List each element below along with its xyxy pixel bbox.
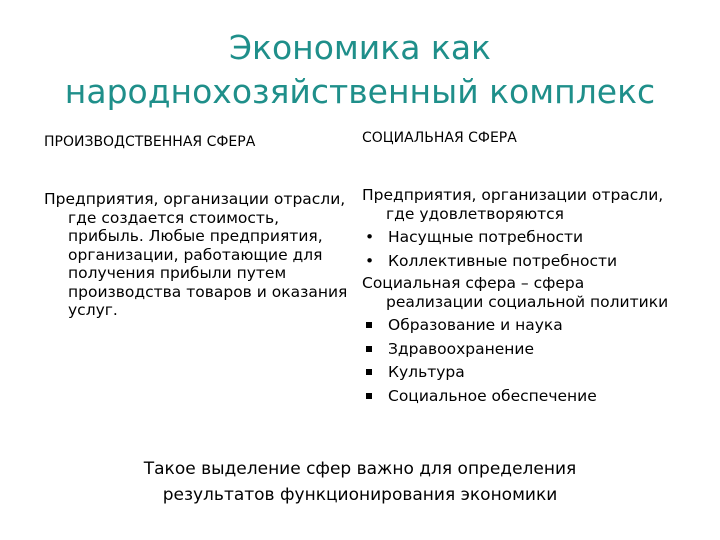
needs-item-label: Насущные потребности [388,228,584,246]
social-area-label: Культура [388,363,465,381]
social-area-item [362,387,682,406]
social-sphere-column [362,132,682,405]
slide-title [0,26,720,114]
round-bullet-icon: • [365,251,375,270]
square-bullet-icon [366,369,372,375]
square-bullet-icon [366,393,372,399]
social-areas-list [362,316,682,405]
square-bullet-icon [366,346,372,352]
social-sphere-intro-text: Предприятия, организации отрасли, где удовлетворяются [362,186,664,223]
needs-list-item [362,228,682,247]
footer-note [0,456,720,508]
social-area-label: Образование и наука [388,316,563,334]
social-sphere-heading: СОЦИАЛЬНАЯ СФЕРА [362,130,517,146]
social-area-item [362,340,682,359]
needs-list [362,228,682,270]
social-area-item [362,316,682,335]
social-policy-text: Социальная сфера – сфера реализации социальной политики [362,274,669,311]
social-area-label: Здравоохранение [388,339,535,358]
social-area-label: Социальное обеспечение [388,386,597,405]
square-bullet-icon [366,322,372,328]
needs-item-label: Коллективные потребности [388,251,618,270]
production-sphere-heading: ПРОИЗВОДСТВЕННАЯ СФЕРА [44,134,256,150]
social-area-item [362,363,682,382]
needs-list-item [362,252,682,271]
slide-title-line-2: народнохозяйственный комплекс [64,72,656,111]
round-bullet-icon: • [365,228,375,246]
production-sphere-column [44,132,348,320]
footer-note-line-1: Такое выделение сфер важно для определения [143,459,577,479]
production-sphere-text: Предприятия, организации отрасли, где создается стоимость, прибыль. Любые предприятия, организации, работающие для получения прибыли путем производства товаров и оказания услуг. [44,190,348,319]
footer-note-line-2: результатов функционирования экономики [162,485,558,505]
slide-title-line-1: Экономика как [228,28,491,67]
